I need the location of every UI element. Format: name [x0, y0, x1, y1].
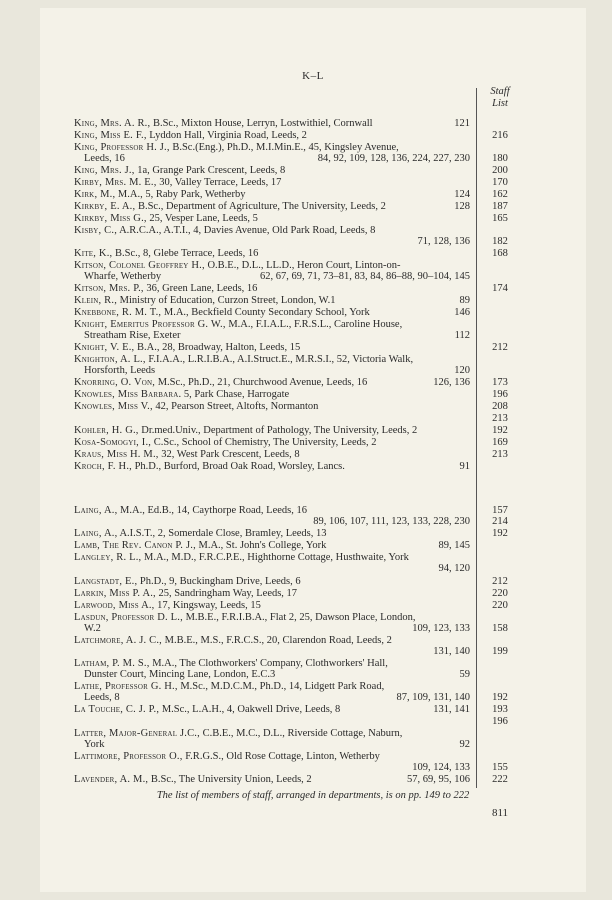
entry-line: Langley, R. L., M.A., M.D., F.R.C.P.E., Highthorne Cottage, Husthwaite, York: [74, 552, 409, 563]
entry-line: La Touche, C. J. P., M.Sc., L.A.H., 4, Oakwell Drive, Leeds, 8 131, 141: [74, 704, 470, 715]
staff-page: 213: [492, 449, 508, 460]
entry-line: Knebbone, R. M. T., M.A., Beckfield County Secondary School, York 146: [74, 307, 470, 318]
entry-continuation: Leeds, 8 87, 109, 131, 140: [84, 692, 470, 703]
staff-page: 182: [492, 236, 508, 247]
entry-continuation: Wharfe, Wetherby 62, 67, 69, 71, 73–81, 83, 84, 86–88, 90–104, 145: [84, 271, 470, 282]
entry-line: Kosa-Somogyi, I., C.Sc., School of Chemistry, The University, Leeds, 2: [74, 437, 377, 448]
entry-line: Kite, K., B.Sc., 8, Glebe Terrace, Leeds, 16: [74, 248, 259, 259]
staff-page: 158: [492, 623, 508, 634]
entry-line: Knowles, Miss Barbara. 5, Park Chase, Harrogate: [74, 389, 290, 400]
staff-page: 192: [492, 528, 508, 539]
entry-line: Knorring, O. Von, M.Sc., Ph.D., 21, Churchwood Avenue, Leeds, 16 126, 136: [74, 377, 470, 388]
entry-line: Kisby, C., A.R.C.A., A.T.I., 4, Davies Avenue, Old Park Road, Leeds, 8: [74, 225, 376, 236]
entry-line: Laing, A., M.A., Ed.B., 14, Caythorpe Road, Leeds, 16: [74, 505, 307, 516]
staff-page: 192: [492, 425, 508, 436]
entry-line: Knowles, Miss V., 42, Pearson Street, Altofts, Normanton: [74, 401, 319, 412]
staff-list-heading-line2: List: [492, 98, 508, 109]
staff-page: 193: [492, 704, 508, 715]
entry-line: Kraus, Miss H. M., 32, West Park Crescent, Leeds, 8: [74, 449, 300, 460]
entry-line: Latchmore, A. J. C., M.B.E., M.S., F.R.C.S., 20, Clarendon Road, Leeds, 2: [74, 635, 392, 646]
staff-page: 162: [492, 189, 508, 200]
staff-page: 220: [492, 588, 508, 599]
entry-line: Larkin, Miss P. A., 25, Sandringham Way, Leeds, 17: [74, 588, 298, 599]
staff-page: 169: [492, 437, 508, 448]
entry-continuation: Streatham Rise, Exeter 112: [84, 330, 470, 341]
entry-line: Kirkby, E. A., B.Sc., Department of Agriculture, The University, Leeds, 2 128: [74, 201, 470, 212]
staff-page: 180: [492, 153, 508, 164]
staff-page: 220: [492, 600, 508, 611]
entry-line: Lathe, Professor G. H., M.Sc., M.D.C.M., Ph.D., 14, Lidgett Park Road,: [74, 681, 385, 692]
entry-continuation: W.2 109, 123, 133: [84, 623, 470, 634]
entry-line: Lasdun, Professor D. L., M.B.E., F.R.I.B.A., Flat 2, 25, Dawson Place, London,: [74, 612, 416, 623]
entry-line: Kirby, Mrs. M. E., 30, Valley Terrace, Leeds, 17: [74, 177, 282, 188]
staff-page: 155: [492, 762, 508, 773]
entry-line: Larwood, Miss A., 17, Kingsway, Leeds, 15: [74, 600, 261, 611]
entry-line: Knighton, A. L., F.I.A.A., L.R.I.B.A., A.I.Struct.E., M.R.S.I., 52, Victoria Walk,: [74, 354, 414, 365]
entry-line: Lavender, A. M., B.Sc., The University Union, Leeds, 2 57, 69, 95, 106: [74, 774, 470, 785]
entry-line: Lamb, The Rev. Canon P. J., M.A., St. John's College, York 89, 145: [74, 540, 470, 551]
entry-continuation: York 92: [84, 739, 470, 750]
entry-line: Kitson, Mrs. P., 36, Green Lane, Leeds, 16: [74, 283, 258, 294]
staff-list-heading-line1: Staff: [490, 86, 510, 97]
entry-line: Kirk, M., M.A., 5, Raby Park, Wetherby 124: [74, 189, 470, 200]
page-number: 811: [491, 807, 509, 819]
staff-page: 187: [492, 201, 508, 212]
staff-list-column-heading: [480, 86, 520, 110]
entry-line: Latter, Major-General J.C., C.B.E., M.C., D.L., Riverside Cottage, Naburn,: [74, 728, 403, 739]
staff-page: 192: [492, 692, 508, 703]
staff-page: 196: [492, 389, 508, 400]
entry-line: King, Mrs. A. R., B.Sc., Mixton House, Lerryn, Lostwithiel, Cornwall 121: [74, 118, 470, 129]
column-divider: [476, 88, 477, 788]
entry-line: Lattimore, Professor O., F.R.G.S., Old Rose Cottage, Linton, Wetherby: [74, 751, 380, 762]
entry-line: Latham, P. M. S., M.A., The Clothworkers' Company, Clothworkers' Hall,: [74, 658, 388, 669]
staff-page: 214: [492, 516, 508, 527]
entry-continuation: Leeds, 16 84, 92, 109, 128, 136, 224, 227, 230: [84, 153, 470, 164]
staff-page: 213: [492, 413, 508, 424]
staff-page: 199: [492, 646, 508, 657]
entry-line: King, Mrs. J., 1a, Grange Park Crescent, Leeds, 8: [74, 165, 286, 176]
entry-line: Langstadt, E., Ph.D., 9, Buckingham Drive, Leeds, 6: [74, 576, 301, 587]
staff-page: 173: [492, 377, 508, 388]
staff-page: 174: [492, 283, 508, 294]
entry-line: Kitson, Colonel Geoffrey H., O.B.E., D.L., LL.D., Heron Court, Linton-on-: [74, 260, 401, 271]
staff-page: 212: [492, 576, 508, 587]
entry-line: Knight, V. E., B.A., 28, Broadway, Halton, Leeds, 15: [74, 342, 301, 353]
staff-page: 212: [492, 342, 508, 353]
staff-page: 168: [492, 248, 508, 259]
page: K–L Staff List King, Mrs. A. R., B.Sc., Mixton House, Lerryn, Lostwithiel, Cornwall 121 King, Miss E. F., Lyddon Hall, Virginia Road, Leeds, 2 216 King, Professor H. J., B.Sc.(Eng.), Ph.D., M.I.Min.E., 45, Kingsley Avenue, Leeds, 16 84, 92, 109, 128, 136, 224, 227, 230 180 King, Mrs. J., 1a, Grange Park Crescent, Leeds, 8 200 Kirby, Mrs. M. E., 30, Valley Terrace, Leeds, 17 170 Kirk, M., M.A., 5, Raby Park, Wetherby 124 162 Kirkby, E. A., B.Sc., Department of Agriculture, The University, Leeds, 2 128 187 Kirkby, Miss G., 25, Vesper Lane, Leeds, 5 165 Kisby, C., A.R.C.A., A.T.I., 4, Davies Avenue, Old Park Road, Leeds, 8 71, 128, 136 182 Kite, K., B.Sc., 8, Glebe Terrace, Leeds, 16 168 Kitson, Colonel Geoffrey H., O.B.E., D.L., LL.D., Heron Court, Linton-on- Wharfe, Wetherby 62, 67, 69, 71, 73–81, 83, 84, 86–88, 90–104, 145 Kitson, Mrs. P., 36, Green Lane, Leeds, 16 174 Klein, R., Ministry of Education, Curzon Street, London, W.1 89 Knebbone, R. M. T., M.A., Beckfield County Secondary School, York 146 Knight, Emeritus Professor G. W., M.A., F.I.A.L., F.R.S.L., Caroline House, Streatham Rise, Exeter 112 Knight, V. E., B.A., 28, Broadway, Halton, Leeds, 15 212 Knighton, A. L., F.I.A.A., L.R.I.B.A., A.I.Struct.E., M.R.S.I., 52, Victoria Walk, Horsforth, Leeds 120 Knorring, O. Von, M.Sc., Ph.D., 21, Churchwood Avenue, Leeds, 16 126, 136 173 Knowles, Miss Barbara. 5, Park Chase, Harrogate 196 Knowles, Miss V., 42, Pearson Street, Altofts, Normanton 208 213 Kohler, H. G., Dr.med.Univ., Department of Pathology, The University, Leeds, 2 192 Kosa-Somogyi, I., C.Sc., School of Chemistry, The University, Leeds, 2 169 Kraus, Miss H. M., 32, West Park Crescent, Leeds, 8 213 Kroch, F. H., Ph.D., Burford, Broad Oak Road, Worsley, Lancs. 91 Laing, A., M.A., Ed.B., 14, Caythorpe Road, Leeds, 16 157 89, 106, 107, 111, 123, 133, 228, 230 214 Laing, A., A.I.S.T., 2, Somerdale Close, Bramley, Leeds, 13 192 Lamb, The Rev. Canon P. J., M.A., St. John's College, York 89, 145 Langley, R. L., M.A., M.D., F.R.C.P.E., Highthorne Cottage, Husthwaite, York 94, 120 Langstadt, E., Ph.D., 9, Buckingham Drive, Leeds, 6 212 Larkin, Miss P. A., 25, Sandringham Way, Leeds, 17 220 Larwood, Miss A., 17, Kingsway, Leeds, 15 220 Lasdun, Professor D. L., M.B.E., F.R.I.B.A., Flat 2, 25, Dawson Place, London, W.2 109, 123, 133 158 Latchmore, A. J. C., M.B.E., M.S., F.R.C.S., 20, Clarendon Road, Leeds, 2 131, 140 199 Latham, P. M. S., M.A., The Clothworkers' Company, Clothworkers' Hall, Dunster Court, Mincing Lane, London, E.C.3 59 Lathe, Professor G. H., M.Sc., M.D.C.M., Ph.D., 14, Lidgett Park Road, Leeds, 8 87, 109, 131, 140 192 La Touche, C. J. P., M.Sc., L.A.H., 4, Oakwell Drive, Leeds, 8 131, 141 193 196 Latter, Major-General J.C., C.B.E., M.C., D.L., Riverside Cottage, Naburn, York 92 Lattimore, Professor O., F.R.G.S., Old Rose Cottage, Linton, Wetherby 109, 124, 133 155 Lavender, A. M., B.Sc., The University Union, Leeds, 2 57, 69, 95, 106 222 The list of members of staff, arranged in departments, is on pp. 149 to 222 811: [40, 8, 586, 892]
staff-page: 200: [492, 165, 508, 176]
staff-page: 165: [492, 213, 508, 224]
entry-line: Kirkby, Miss G., 25, Vesper Lane, Leeds, 5: [74, 213, 258, 224]
entry-line: Kroch, F. H., Ph.D., Burford, Broad Oak Road, Worsley, Lancs. 91: [74, 461, 470, 472]
entry-line: Laing, A., A.I.S.T., 2, Somerdale Close, Bramley, Leeds, 13: [74, 528, 327, 539]
staff-page: 157: [492, 505, 508, 516]
staff-page: 170: [492, 177, 508, 188]
entry-continuation: Dunster Court, Mincing Lane, London, E.C.3 59: [84, 669, 470, 680]
entry-line: Kohler, H. G., Dr.med.Univ., Department of Pathology, The University, Leeds, 2: [74, 425, 418, 436]
section-heading: K–L: [302, 70, 324, 82]
entry-line: King, Miss E. F., Lyddon Hall, Virginia Road, Leeds, 2: [74, 130, 307, 141]
entry-line: Knight, Emeritus Professor G. W., M.A., F.I.A.L., F.R.S.L., Caroline House,: [74, 319, 403, 330]
staff-page: 196: [492, 716, 508, 727]
staff-page: 222: [492, 774, 508, 785]
entry-continuation: Horsforth, Leeds 120: [84, 365, 470, 376]
staff-page: 208: [492, 401, 508, 412]
footnote: The list of members of staff, arranged in departments, is on pp. 149 to 222: [156, 790, 470, 801]
entry-line: Klein, R., Ministry of Education, Curzon Street, London, W.1 89: [74, 295, 470, 306]
entry-line: King, Professor H. J., B.Sc.(Eng.), Ph.D., M.I.Min.E., 45, Kingsley Avenue,: [74, 142, 399, 153]
staff-page: 216: [492, 130, 508, 141]
